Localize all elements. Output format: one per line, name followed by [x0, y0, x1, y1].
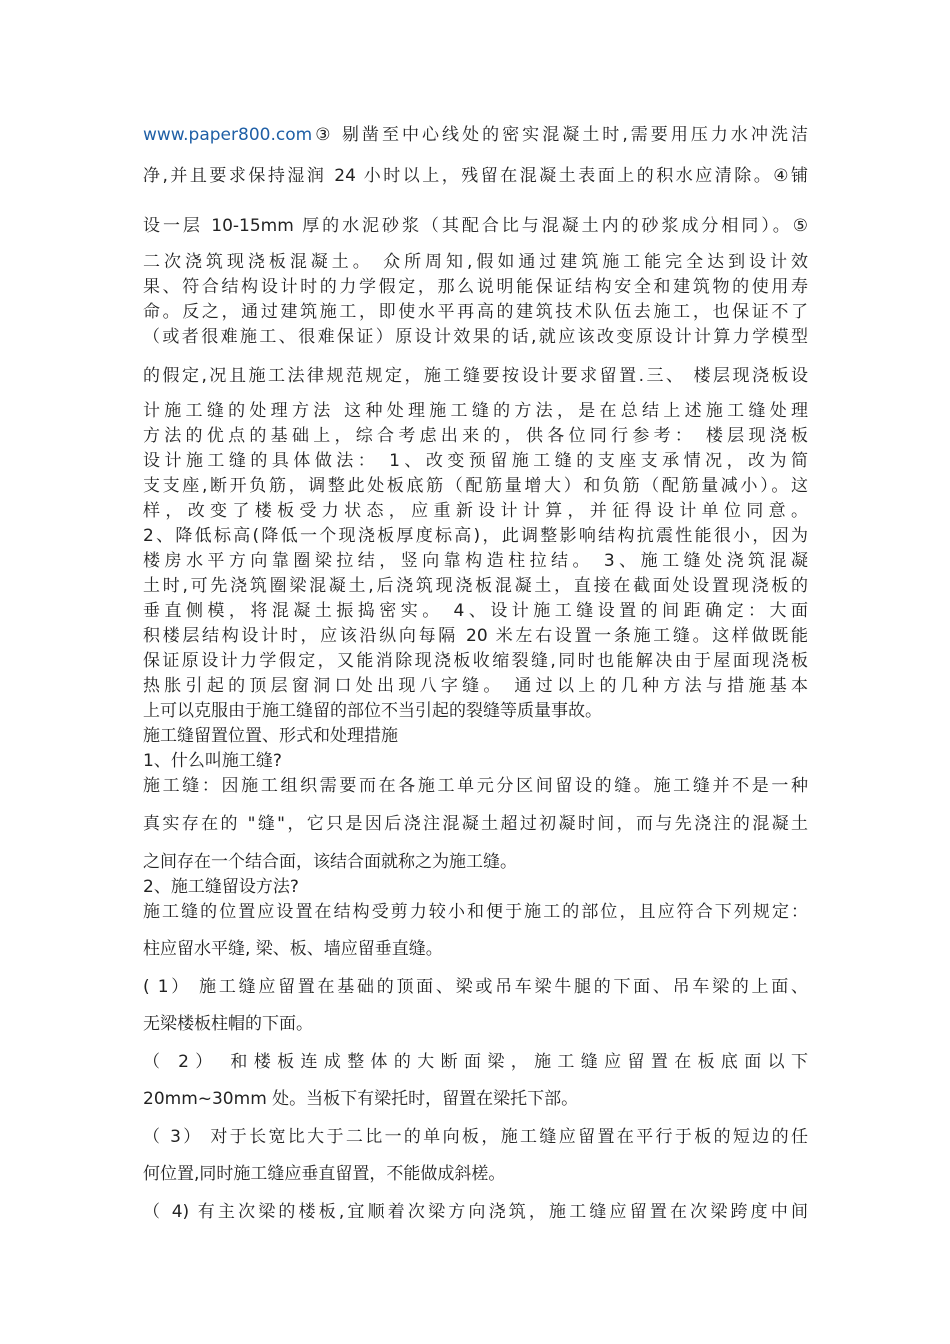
text-line: 命。反之，通过建筑施工，即使水平再高的建筑技术队伍去施工，也保证不了 [143, 302, 808, 322]
text-line: 何位置,同时施工缝应垂直留置，不能做成斜槎。 [143, 1164, 506, 1184]
text-line: 设计施工缝的具体做法： 1、改变预留施工缝的支座支承情况，改为简 [143, 451, 808, 471]
text-line: 计施工缝的处理方法 这种处理施工缝的方法，是在总结上述施工缝处理 [143, 401, 808, 421]
text-line: 二次浇筑现浇板混凝土。 众所周知,假如通过建筑施工能完全达到设计效 [143, 252, 808, 272]
text-line: 方法的优点的基础上，综合考虑出来的，供各位同行参考： 楼层现浇板 [143, 426, 808, 446]
text-line: 20mm~30mm 处。当板下有梁托时，留置在梁托下部。 [143, 1089, 579, 1109]
text-line: 之间存在一个结合面，该结合面就称之为施工缝。 [143, 852, 517, 872]
text-line: 积楼层结构设计时，应该沿纵向每隔 20 米左右设置一条施工缝。这样做既能 [143, 626, 808, 646]
text-line: 样，改变了楼板受力状态，应重新设计计算，并征得设计单位同意。 [143, 501, 808, 521]
text-line: 真实存在的 "缝"，它只是因后浇注混凝土超过初凝时间，而与先浇注的混凝土 [143, 814, 808, 834]
text-line [143, 123, 808, 147]
text-line: 的假定,况且施工法律规范规定，施工缝要按设计要求留置.三、 楼层现浇板设 [143, 366, 808, 386]
text-line: 上可以克服由于施工缝留的部位不当引起的裂缝等质量事故。 [143, 701, 602, 721]
text-line: 2、降低标高(降低一个现浇板厚度标高)，此调整影响结构抗震性能很小，因为 [143, 526, 808, 546]
text-line: 垂直侧模，将混凝土振捣密实。 4、设计施工缝设置的间距确定：大面 [143, 601, 808, 621]
text-line: 土时,可先浇筑圈梁混凝土,后浇筑现浇板混凝土，直接在截面处设置现浇板的 [143, 576, 808, 596]
text-line: 果、符合结构设计时的力学假定，那么说明能保证结构安全和建筑物的使用寿 [143, 277, 808, 297]
text-line: 设一层 10-15mm 厚的水泥砂浆（其配合比与混凝土内的砂浆成分相同）。⑤ [143, 216, 808, 236]
list-item-2: （ 2） 和楼板连成整体的大断面梁，施工缝应留置在板底面以下 [143, 1052, 808, 1072]
text-line: （或者很难施工、很难保证）原设计效果的话,就应该改变原设计计算力学模型 [143, 327, 808, 347]
section-heading: 施工缝留置位置、形式和处理措施 [143, 726, 398, 746]
question-heading: 2、施工缝留设方法? [143, 877, 299, 897]
text-line: 柱应留水平缝, 梁、板、墙应留垂直缝。 [143, 939, 443, 959]
text-line: 热胀引起的顶层窗洞口处出现八字缝。 通过以上的几种方法与措施基本 [143, 676, 808, 696]
list-item-3: （ 3） 对于长宽比大于二比一的单向板，施工缝应留置在平行于板的短边的任 [143, 1127, 808, 1147]
text-span: ③ 剔凿至中心线处的密实混凝土时,需要用压力水冲洗洁 [312, 125, 808, 145]
list-item-1: ( 1） 施工缝应留置在基础的顶面、梁或吊车梁牛腿的下面、吊车梁的上面、 [143, 977, 808, 997]
text-line: 支支座,断开负筋，调整此处板底筋（配筋量增大）和负筋（配筋量减小）。这 [143, 476, 808, 496]
list-item-4: （ 4) 有主次梁的楼板,宜顺着次梁方向浇筑，施工缝应留置在次梁跨度中间 [143, 1202, 808, 1222]
text-line: 施工缝的位置应设置在结构受剪力较小和便于施工的部位，且应符合下列规定： [143, 902, 808, 922]
text-line: 保证原设计力学假定，又能消除现浇板收缩裂缝,同时也能解决由于屋面现浇板 [143, 651, 808, 671]
text-line: 无梁楼板柱帽的下面。 [143, 1014, 313, 1034]
question-heading: 1、什么叫施工缝? [143, 751, 282, 771]
text-line: 净,并且要求保持湿润 24 小时以上，残留在混凝土表面上的积水应清除。④铺 [143, 166, 808, 186]
source-link[interactable]: www.paper800.com [143, 125, 313, 145]
text-line: 施工缝：因施工组织需要而在各施工单元分区间留设的缝。施工缝并不是一种 [143, 776, 808, 796]
text-line: 楼房水平方向靠圈梁拉结，竖向靠构造柱拉结。 3、施工缝处浇筑混凝 [143, 551, 808, 571]
